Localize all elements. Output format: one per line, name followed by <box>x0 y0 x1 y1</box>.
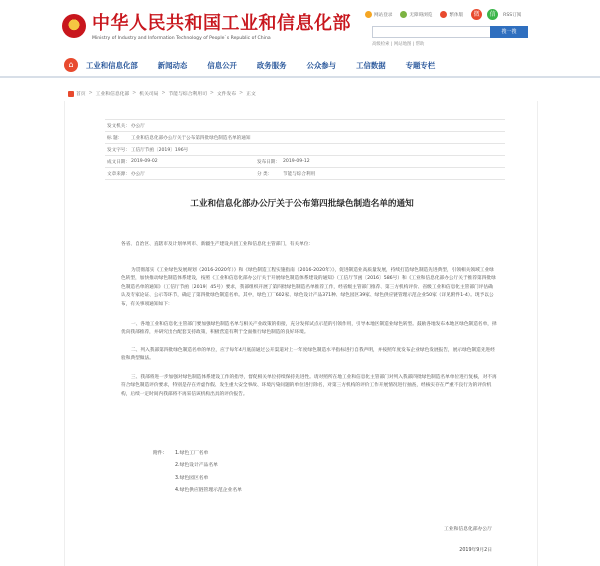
signature-org: 工业和信息化部办公厅 <box>444 527 492 532</box>
meta-value: 工业和信息化部办公厅关于公布第四批绿色制造名单的通知 <box>131 135 251 141</box>
meta-label: 文章来源： <box>107 171 130 177</box>
attachment-link-green-products[interactable]: 2.绿色设计产品名单 <box>175 463 218 469</box>
breadcrumb-separator: > <box>161 91 166 96</box>
document-paragraph-4: 三、我部将进一步加强对绿色制造体系建设工作的指导，督促相关单位持续保持先进性。请对照所在地工业和信息化主管部门对列入我部四批绿色制造名单单位进行复核，对不再符合绿色制造评价要求，特别是存在弄虚作假、发生重大安全事故、环境污染问题的单位进行除名，对第三方机构的评价工作开展情况进行抽查，经核实存在严重不良行为的评价机构，后续一定时间内我部将不再采信该机构出具的评价报告。 <box>121 375 497 397</box>
meta-label: 发文字号： <box>107 147 130 153</box>
rss-label: RSS订阅 <box>503 12 522 18</box>
meta-row-doc-number <box>105 144 505 156</box>
meta-label: 发文机关： <box>107 123 130 129</box>
nav-item-data[interactable]: 工信数据 <box>356 60 386 70</box>
attachment-link-green-parks[interactable]: 3.绿色园区名单 <box>175 475 209 481</box>
site-title: 中华人民共和国工业和信息化部 <box>92 13 351 34</box>
breadcrumb-separator: > <box>209 91 214 96</box>
meta-publish-date <box>255 159 310 165</box>
breadcrumb-item-docs[interactable]: 文件发布 <box>216 92 237 97</box>
attachment-row <box>153 448 242 460</box>
weibo-icon[interactable]: 微 <box>471 9 482 20</box>
article-panel <box>64 101 538 566</box>
home-icon[interactable]: ⌂ <box>64 58 78 72</box>
wechat-icon[interactable]: 信 <box>487 9 498 20</box>
top-link-traditional[interactable] <box>440 11 463 18</box>
attachments-label-spacer <box>153 485 175 497</box>
attachment-link-green-factory[interactable]: 1.绿色工厂名单 <box>175 451 209 456</box>
attachments-label: 附件： <box>153 451 168 456</box>
document-paragraph-2: 一、各地工业和信息化主管部门要加强绿色制造名单与相关产业政策的衔接，充分发挥试点示范的引领作用，引导本地区制造业绿色转型。鼓励各地发布本地区绿色制造名单，择优向我部推荐，并研究出台配套支持政策，积极营造有利于全面推行绿色制造的良好环境。 <box>121 322 497 336</box>
attachments-list <box>153 448 242 498</box>
meta-value: 节能与综合利用 <box>283 171 316 177</box>
meta-value: 办公厅 <box>131 123 145 129</box>
attachments-label-spacer <box>153 460 175 472</box>
national-emblem-icon: ★ <box>62 14 86 38</box>
meta-row-dates <box>105 156 505 168</box>
breadcrumb-item-bureaus[interactable]: 机关司局 <box>139 92 159 97</box>
document-title: 工业和信息化部办公厅关于公布第四批绿色制造名单的通知 <box>190 199 414 209</box>
breadcrumb-home-icon <box>68 91 74 97</box>
top-link-login[interactable] <box>365 11 392 18</box>
login-icon <box>365 11 372 18</box>
meta-value: 2019-09-02 <box>131 158 158 164</box>
meta-row-title <box>105 132 505 144</box>
meta-value: 办公厅 <box>131 171 145 177</box>
accessibility-icon <box>400 11 407 18</box>
nav-item-services[interactable]: 政务服务 <box>256 60 287 70</box>
nav-item-topics[interactable]: 专题专栏 <box>405 60 436 70</box>
meta-written-date <box>105 159 255 165</box>
attachment-row <box>153 485 242 497</box>
meta-label: 成文日期： <box>107 159 130 165</box>
document-paragraph-3: 二、列入我部第四批绿色制造名单的单位，应于每年4月底前通过公开渠道对上一年度绿色制造水平指标进行自我声明，并按照年度发布企业绿色发展报告，展示绿色制造先进经验和典型做法。 <box>121 348 495 362</box>
traditional-chinese-icon <box>440 11 447 18</box>
search-button[interactable]: 搜一搜 <box>490 26 528 38</box>
breadcrumb-separator: > <box>132 91 137 96</box>
meta-label: 分 类： <box>257 171 273 177</box>
site-subtitle: Ministry of Industry and Information Technology of People`s Republic of China <box>92 36 271 41</box>
search-input[interactable] <box>373 27 493 37</box>
search-extra-links[interactable]: 高级检索 | 网站地图 | 帮助 <box>372 42 425 47</box>
attachments-label-spacer <box>153 473 175 485</box>
document-greeting: 各省、自治区、直辖市及计划单列市、新疆生产建设兵团工业和信息化主管部门，有关单位： <box>121 242 314 247</box>
breadcrumb-item-home[interactable]: 首页 <box>76 92 86 97</box>
meta-value: 2019-09-12 <box>283 158 310 164</box>
meta-value: 工信厅节函〔2019〕196号 <box>131 147 189 153</box>
main-nav-inner <box>64 54 536 76</box>
breadcrumb <box>68 90 256 97</box>
top-links <box>365 9 529 20</box>
meta-row-issuer <box>105 120 505 132</box>
signature-date: 2019年9月2日 <box>459 548 492 553</box>
meta-category <box>255 171 315 177</box>
meta-label: 标 题： <box>107 135 123 141</box>
site-header <box>0 0 600 52</box>
search-box <box>372 26 528 38</box>
document-meta-table <box>105 119 505 180</box>
meta-row-source <box>105 168 505 180</box>
nav-item-miit[interactable]: 工业和信息化部 <box>86 60 138 70</box>
nav-item-news[interactable]: 新闻动态 <box>157 60 188 70</box>
top-link-label: 繁体版 <box>449 12 464 18</box>
nav-item-info-public[interactable]: 信息公开 <box>207 60 237 70</box>
top-link-accessible[interactable] <box>400 11 432 18</box>
document-paragraph-1: 为贯彻落实《工业绿色发展规划（2016-2020年）》和《绿色制造工程实施指南（2016-2020年）》，促进制造业高质量发展，持续打造绿色制造先进典型，引领相关领域工业绿色转型，加快推动绿色制造体系建设，按照《工业和信息化部办公厅关于开展绿色制造体系建设的通知》（工信厅节函〔2016〕586号）和《工业和信息化部办公厅关于推荐第四批绿色制造名单的通知》（工信厅节函〔2019〕45号）要求，我部组织开展了第四批绿色制造名单推荐工作，经省级主管部门推荐、第三方机构评价、省级工业和信息化主管部门评估确认及专家论证、公示等环节，确定了第四批绿色制造名单。其中，绿色工厂602家、绿色设计产品371种、绿色园区39家、绿色供应链管理示范企业50家（详见附件1-4）。现予以公布，有关事项通知如下： <box>121 268 496 307</box>
top-link-label: 无障碍浏览 <box>409 12 433 18</box>
attachment-row <box>153 473 242 485</box>
top-link-rss[interactable] <box>503 12 521 18</box>
meta-label: 发布日期： <box>257 159 280 165</box>
attachment-row <box>153 460 242 472</box>
nav-item-participation[interactable]: 公众参与 <box>306 60 337 70</box>
breadcrumb-separator: > <box>239 91 244 96</box>
breadcrumb-separator: > <box>88 91 93 96</box>
breadcrumb-item-current: 正文 <box>246 92 256 97</box>
breadcrumb-item-miit[interactable]: 工业和信息化部 <box>95 92 130 97</box>
breadcrumb-item-energy[interactable]: 节能与综合利用司 <box>168 92 207 97</box>
main-nav <box>0 54 600 78</box>
top-link-label: 网站登录 <box>374 12 393 18</box>
attachment-link-green-supply-chain[interactable]: 4.绿色供应链管理示范企业名单 <box>175 488 242 494</box>
meta-source <box>105 171 255 177</box>
